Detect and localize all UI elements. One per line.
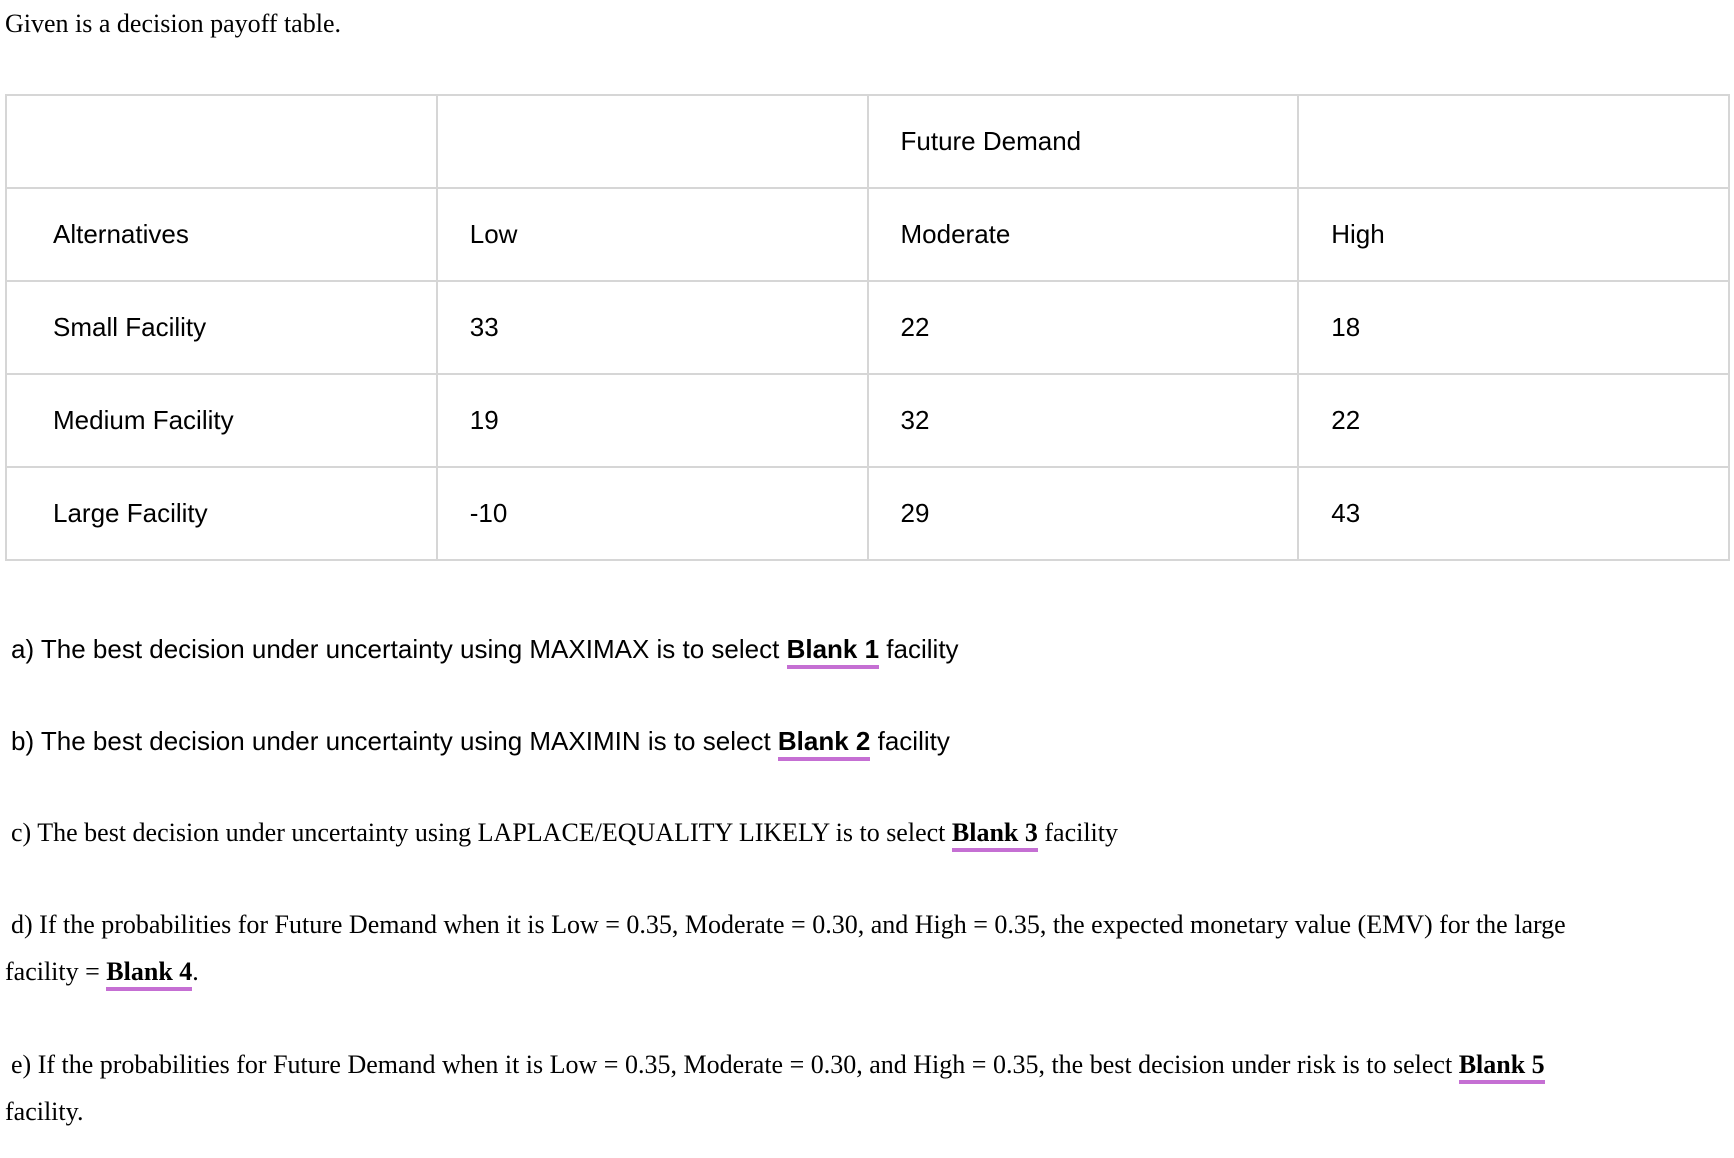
table-row [6,188,1729,281]
column-header: Low [437,188,868,281]
row-label: Medium Facility [6,374,437,467]
question-text: facility = [5,957,107,986]
question-text: facility [879,634,959,664]
table-cell: -10 [437,467,868,560]
question-text: d) If the probabilities for Future Demand when it is Low = 0.35, Moderate = 0.30, and High = 0.35, the expected monetary value (EMV) for the large [11,910,1566,939]
blank-1[interactable]: Blank 1 [787,634,880,669]
question-c [11,818,1118,848]
column-header: Moderate [868,188,1299,281]
payoff-table [5,94,1730,561]
table-row [6,95,1729,188]
table-cell: 22 [1298,374,1729,467]
question-text: e) If the probabilities for Future Demand when it is Low = 0.35, Moderate = 0.30, and High = 0.35, the best decision under risk is to select [11,1050,1459,1079]
question-d [11,910,1566,940]
question-d-cont [5,957,199,987]
column-header: High [1298,188,1729,281]
question-e-cont: facility. [5,1097,84,1126]
table-row [6,374,1729,467]
table-cell: 43 [1298,467,1729,560]
question-text: . [192,957,199,986]
question-text: facility [1037,818,1119,847]
table-row [6,281,1729,374]
question-text: a) The best decision under uncertainty using MAXIMAX is to select [11,634,787,664]
question-text: b) The best decision under uncertainty using MAXIMIN is to select [11,726,778,756]
question-e [11,1050,1545,1080]
table-cell: 19 [437,374,868,467]
table-cell [437,95,868,188]
row-label: Small Facility [6,281,437,374]
table-cell: 18 [1298,281,1729,374]
table-cell [1298,95,1729,188]
table-row [6,467,1729,560]
intro-text: Given is a decision payoff table. [5,9,341,38]
question-text: facility [870,726,950,756]
group-header: Future Demand [868,95,1299,188]
blank-2[interactable]: Blank 2 [778,726,871,761]
table-cell: 22 [868,281,1299,374]
table-cell: 32 [868,374,1299,467]
blank-3[interactable]: Blank 3 [952,818,1038,852]
table-cell [6,95,437,188]
table-cell: 33 [437,281,868,374]
question-b [11,726,950,757]
row-label: Large Facility [6,467,437,560]
table-cell: 29 [868,467,1299,560]
column-header: Alternatives [6,188,437,281]
question-a [11,634,959,665]
question-text: c) The best decision under uncertainty using LAPLACE/EQUALITY LIKELY is to select [11,818,952,847]
blank-4[interactable]: Blank 4 [106,957,192,991]
blank-5[interactable]: Blank 5 [1459,1050,1545,1084]
